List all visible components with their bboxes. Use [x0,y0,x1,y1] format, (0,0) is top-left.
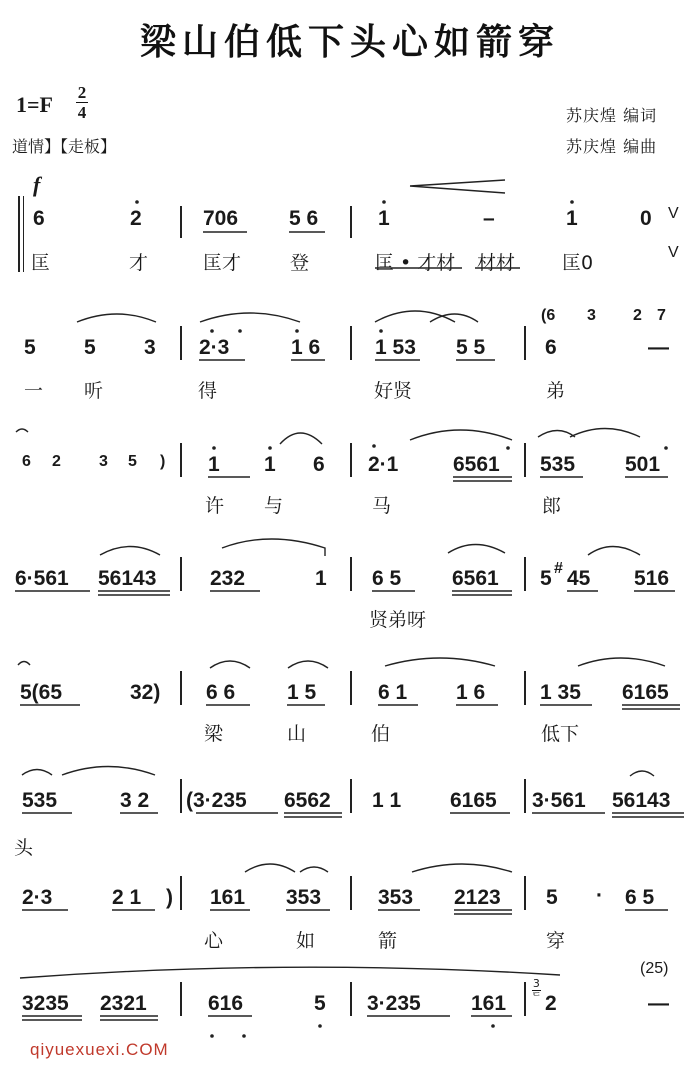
note: 6561 [452,567,499,590]
time-sig-bottom: 4 [77,103,87,122]
slur [22,770,52,776]
paren: ) [166,886,173,909]
barline [350,876,352,910]
lyric: 梁 [204,723,224,745]
dynamic-forte: f [33,172,41,197]
note: 0 [640,207,652,230]
note: 6 1 [378,681,408,704]
watermark: qiyuexuexi.COM [30,1040,169,1059]
note: 2 1 [112,886,142,909]
barline [180,326,182,360]
barline [350,982,352,1016]
note: 3 2 [120,789,150,812]
slur [375,311,455,322]
barline [524,876,526,910]
note: 56143 [98,567,157,590]
note: 2·1 [368,453,399,476]
lyric: 匡 [31,252,51,274]
note: 6165 [450,789,497,812]
note: 3 [99,453,108,470]
note: 6 [22,453,31,470]
barline [180,671,182,705]
slur [18,662,30,666]
note: 5 [314,992,326,1015]
note: 3·561 [532,789,586,812]
note: – [483,207,495,230]
lyric: 材材 [477,252,516,274]
note: 535 [22,789,58,812]
grace-bottom: ᄃ [531,991,542,1004]
slur [245,864,295,872]
note: 45 [567,567,591,590]
note: 232 [210,567,246,590]
slur [77,314,156,322]
note: 3235 [22,992,69,1015]
note: 501 [625,453,661,476]
note: 3 [144,336,156,359]
slur [630,771,654,776]
lyric: 得 [198,380,218,402]
lyric: 山 [287,723,307,745]
slur [222,539,325,556]
note: 5 [84,336,96,359]
slur [210,661,250,668]
slur [430,314,478,322]
note: 3·235 [367,992,421,1015]
breath-mark: V [668,205,679,222]
note: 2 [545,992,557,1015]
note: 6 [545,336,557,359]
note: 353 [286,886,322,909]
barline [180,982,182,1016]
barline [350,671,352,705]
note: 6 5 [625,886,655,909]
lyric: 好贤 [374,380,413,402]
note: (6 [541,307,556,324]
note: 6 6 [206,681,236,704]
note: 6 [313,453,325,476]
lyric: 与 [264,495,284,517]
note: — [648,992,669,1015]
barline [350,779,352,813]
barline [350,443,352,477]
barline [524,779,526,813]
note: (3·235 [186,789,247,812]
barline [524,443,526,477]
note: 1 5 [287,681,317,704]
barline [180,779,182,813]
note: 161 [471,992,507,1015]
slur [448,545,505,554]
slur [385,658,495,666]
note: 6562 [284,789,331,812]
opening-barline-thin [23,196,24,272]
slur [570,429,640,438]
barline [180,206,182,238]
note: 616 [208,992,244,1015]
grace-top: 3 [532,977,540,990]
slur [100,547,160,556]
slur [538,431,575,438]
note: 516 [634,567,670,590]
page-title: 梁山伯低下头心如箭穿 [139,21,560,63]
tempo-mark: 道情】【走板】 [12,137,117,156]
barline [180,443,182,477]
note-dot: · [596,884,603,907]
note: 2 [130,207,142,230]
lyric: 许 [205,495,225,517]
note: 5(65 [20,681,63,704]
note: 5 [128,453,137,470]
lyric: 匡才 [203,252,242,274]
note: 1 [264,453,276,476]
barline [180,557,182,591]
barline [524,326,526,360]
crescendo-hairpin [410,180,505,193]
lyric: 弟 [546,380,566,402]
note: 6 5 [372,567,402,590]
slur [410,430,512,440]
slur [200,313,300,322]
note: 32) [130,681,161,704]
note: 56143 [612,789,671,812]
lyric: 头 [14,837,34,859]
slur [578,658,665,666]
time-sig-top: 2 [77,83,87,102]
note: 1 [566,207,578,230]
note: 1 6 [456,681,486,704]
note: 161 [210,886,246,909]
note: 1 [378,207,390,230]
note: 7 [657,307,666,324]
lyric: 听 [84,380,104,402]
note: 535 [540,453,576,476]
slur [412,864,512,872]
note: 1 35 [540,681,581,704]
note: 2 [633,307,642,324]
lyric: 匡0 [562,252,594,274]
lyric: 箭 [378,930,398,952]
note: 706 [203,207,239,230]
note: 5 [540,567,552,590]
measure-number: (25) [640,960,669,977]
key-signature: 1=F [16,92,53,117]
lyric: 穿 [546,930,566,952]
barline [524,671,526,705]
lyric: 伯 [371,723,391,745]
note: 3 [587,307,596,324]
slur [62,767,155,776]
opening-barline [18,196,20,272]
note: 1 6 [291,336,321,359]
grace-fraction [531,978,542,1003]
time-signature [76,84,88,121]
barline [180,876,182,910]
slur [588,547,640,556]
note: 6·561 [15,567,69,590]
barline [524,982,526,1016]
lyric: 低下 [541,723,580,745]
slur [16,429,28,432]
note: 5 6 [289,207,319,230]
barline [350,206,352,238]
barline [350,326,352,360]
lyricist-credit: 苏庆煌 编词 [566,106,658,125]
lyric: 如 [296,930,316,952]
slur [288,661,328,668]
note: 5 [24,336,36,359]
note: 2·3 [22,886,53,909]
composer-credit: 苏庆煌 编曲 [566,137,658,156]
note: 1 [208,453,220,476]
note: 2123 [454,886,501,909]
breath-mark: V [668,244,679,261]
note: 1 [315,567,327,590]
barline [524,557,526,591]
note: 353 [378,886,414,909]
sharp-sign: # [554,560,563,577]
note: 1 1 [372,789,402,812]
lyric: 马 [372,495,392,517]
note: 1 53 [375,336,416,359]
note: 2 [52,453,61,470]
lyric: 心 [204,930,224,952]
note: 5 5 [456,336,486,359]
note: 2·3 [199,336,230,359]
lyric: 才 [129,252,149,274]
note: 6 [33,207,45,230]
barline [350,557,352,591]
note: 5 [546,886,558,909]
slur [280,433,322,444]
lyric: 匡 • 才材 [375,252,456,274]
lyric: 登 [290,252,310,274]
note: 6165 [622,681,669,704]
note: 2321 [100,992,147,1015]
paren: ) [160,453,166,470]
slur [20,967,560,978]
lyric: 郎 [542,495,562,517]
lyric: 一 [24,380,44,402]
note: 6561 [453,453,500,476]
note: — [648,336,669,359]
slur [300,867,328,872]
lyric: 贤弟呀 [369,609,427,631]
